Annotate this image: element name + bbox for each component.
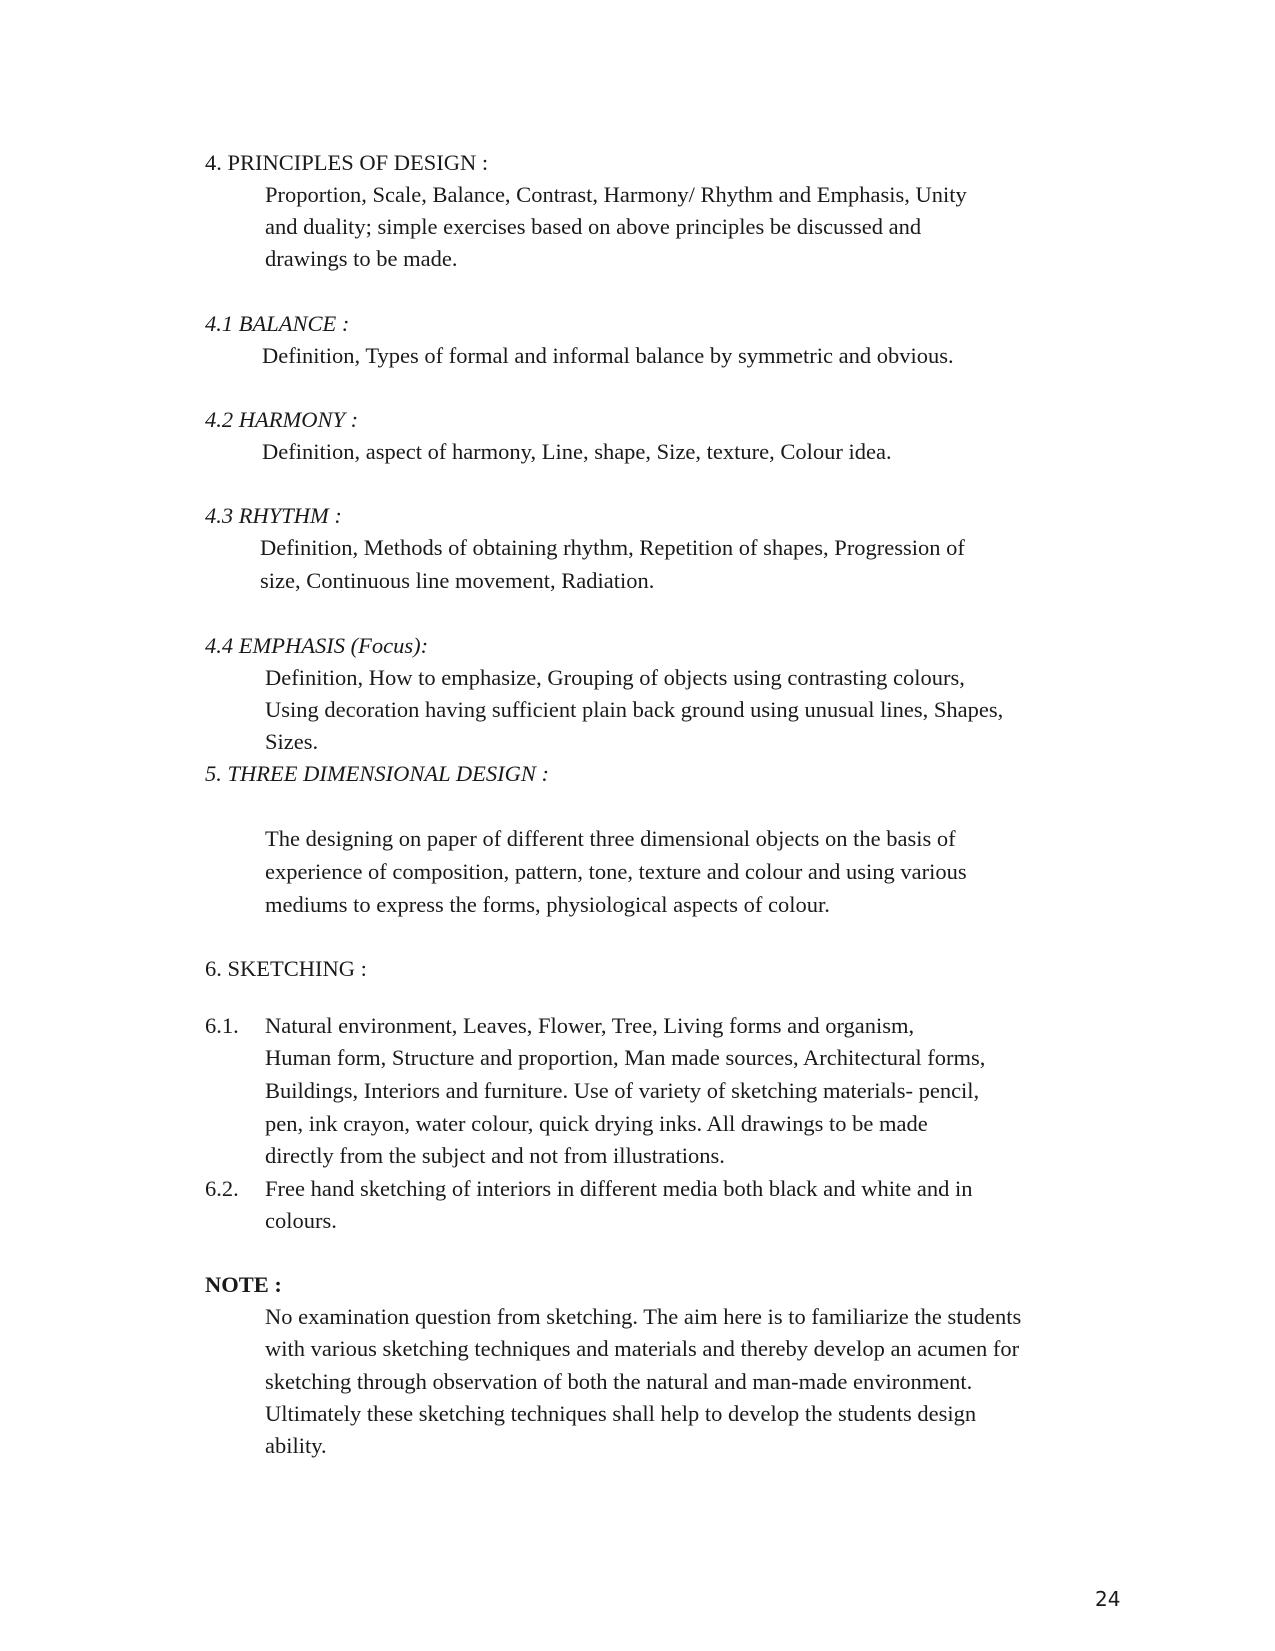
section-4-4-line-2: Using decoration having sufficient plain back ground using unusual lines, Shapes, [265,697,1004,722]
section-4-3-line-1: Definition, Methods of obtaining rhythm, Repetition of shapes, Progression of [260,535,965,560]
section-4-2-line-1: Definition, aspect of harmony, Line, shape, Size, texture, Colour idea. [262,439,892,464]
section-4-2-heading: 4.2 HARMONY : [205,407,359,432]
section-4-1-line-1: Definition, Types of formal and informal balance by symmetric and obvious. [262,343,954,368]
section-4-heading: 4. PRINCIPLES OF DESIGN : [205,150,489,175]
section-4-4-heading: 4.4 EMPHASIS (Focus): [205,633,429,658]
section-6-1-line-4: pen, ink crayon, water colour, quick drying inks. All drawings to be made [265,1111,928,1136]
note-line-4: Ultimately these sketching techniques shall help to develop the students design [265,1401,977,1426]
note-line-1: No examination question from sketching. The aim here is to familiarize the students [265,1304,1022,1329]
page-number: 24 [1095,1587,1121,1611]
section-5-heading: 5. THREE DIMENSIONAL DESIGN : [205,761,549,786]
note-line-5: ability. [265,1433,327,1458]
section-4-line-3: drawings to be made. [265,246,458,271]
section-6-heading: 6. SKETCHING : [205,956,367,981]
section-4-line-2: and duality; simple exercises based on above principles be discussed and [265,214,922,239]
note-line-2: with various sketching techniques and materials and thereby develop an acumen for [265,1336,1020,1361]
section-6-1-line-5: directly from the subject and not from illustrations. [265,1143,725,1168]
section-4-4-line-3: Sizes. [265,729,319,754]
section-6-2-line-2: colours. [265,1208,337,1233]
note-heading: NOTE : [205,1272,282,1297]
section-6-1-number: 6.1. [205,1013,239,1038]
section-4-1-heading: 4.1 BALANCE : [205,311,350,336]
section-6-2-line-1: Free hand sketching of interiors in different media both black and white and in [265,1176,973,1201]
section-6-1-line-2: Human form, Structure and proportion, Man made sources, Architectural forms, [265,1045,986,1070]
section-6-1-line-1: Natural environment, Leaves, Flower, Tree, Living forms and organism, [265,1013,915,1038]
section-5-line-1: The designing on paper of different three dimensional objects on the basis of [265,826,956,851]
section-6-1-line-3: Buildings, Interiors and furniture. Use of variety of sketching materials- pencil, [265,1078,980,1103]
section-4-3-heading: 4.3 RHYTHM : [205,503,342,528]
section-4-3-line-2: size, Continuous line movement, Radiation. [260,568,655,593]
section-4-line-1: Proportion, Scale, Balance, Contrast, Harmony/ Rhythm and Emphasis, Unity [265,182,967,207]
note-line-3: sketching through observation of both the natural and man-made environment. [265,1369,973,1394]
section-6-2-number: 6.2. [205,1176,239,1201]
section-4-4-line-1: Definition, How to emphasize, Grouping of objects using contrasting colours, [265,665,965,690]
section-5-line-3: mediums to express the forms, physiological aspects of colour. [265,892,830,917]
section-5-line-2: experience of composition, pattern, tone, texture and colour and using various [265,859,967,884]
